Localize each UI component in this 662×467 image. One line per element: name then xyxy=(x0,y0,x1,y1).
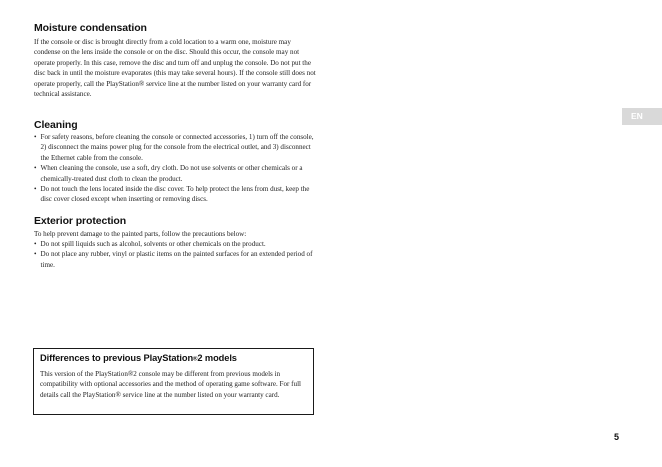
list-item xyxy=(34,239,316,249)
paragraph-exterior-intro: To help prevent damage to the painted parts, follow the precautions below: xyxy=(34,230,247,238)
note-box-title xyxy=(40,353,237,363)
list-item-text: When cleaning the console, use a soft, dry cloth. Do not use solvents or other chemicals or a chemically-treated dust cloth to clean the product. xyxy=(40,164,303,183)
heading-moisture-condensation: Moisture condensation xyxy=(34,22,147,34)
note-box-body: This version of the PlayStation®2 console may be different from previous models in compatibility with optional accessories and the method of operating game software. For full details call the PlayStation® service line at the number listed on your warranty card. xyxy=(40,370,302,399)
heading-cleaning: Cleaning xyxy=(34,119,78,131)
bullet-glyph: • xyxy=(34,133,37,141)
bullet-glyph: • xyxy=(34,164,37,173)
bullet-glyph: • xyxy=(34,250,37,259)
page-number: 5 xyxy=(614,432,620,442)
paragraph-moisture-condensation: If the console or disc is brought directly from a cold location to a warm one, moisture may condense on the lens inside the console or on the disc. Should this occur, the console may not operate properly. In this case, remove the disc and turn off and unplug the console. Do not put the disc back in until the moisture evaporates (this may take several hours). If the console still does not operate properly, call the PlayStation® service line at the number listed on your warranty card for technical assistance. xyxy=(34,38,316,99)
registered-mark: ® xyxy=(193,356,198,363)
language-tab: EN xyxy=(622,108,662,125)
bullet-glyph: • xyxy=(34,240,37,248)
list-cleaning xyxy=(34,132,316,205)
note-box xyxy=(33,348,314,415)
list-item xyxy=(34,249,316,270)
list-item xyxy=(34,184,316,205)
list-item xyxy=(34,163,316,184)
note-title-end: 2 models xyxy=(197,353,237,363)
list-exterior-protection xyxy=(34,239,316,270)
list-item xyxy=(34,132,316,163)
list-item-text: Do not place any rubber, vinyl or plastic items on the painted surfaces for an extended period of time. xyxy=(40,250,313,269)
list-item-text: For safety reasons, before cleaning the console or connected accessories, 1) turn off the console, 2) disconnect the mains power plug for the console from the electrical outlet, and 3) disconnect the Ethernet cable from the console. xyxy=(40,133,314,162)
list-item-text: Do not touch the lens located inside the disc cover. To help protect the lens from dust, keep the disc cover closed except when inserting or removing discs. xyxy=(40,185,310,204)
heading-exterior-protection: Exterior protection xyxy=(34,215,127,227)
note-title-main: Differences to previous PlayStation xyxy=(40,353,194,363)
list-item-text: Do not spill liquids such as alcohol, solvents or other chemicals on the product. xyxy=(40,240,266,248)
bullet-glyph: • xyxy=(34,185,37,194)
